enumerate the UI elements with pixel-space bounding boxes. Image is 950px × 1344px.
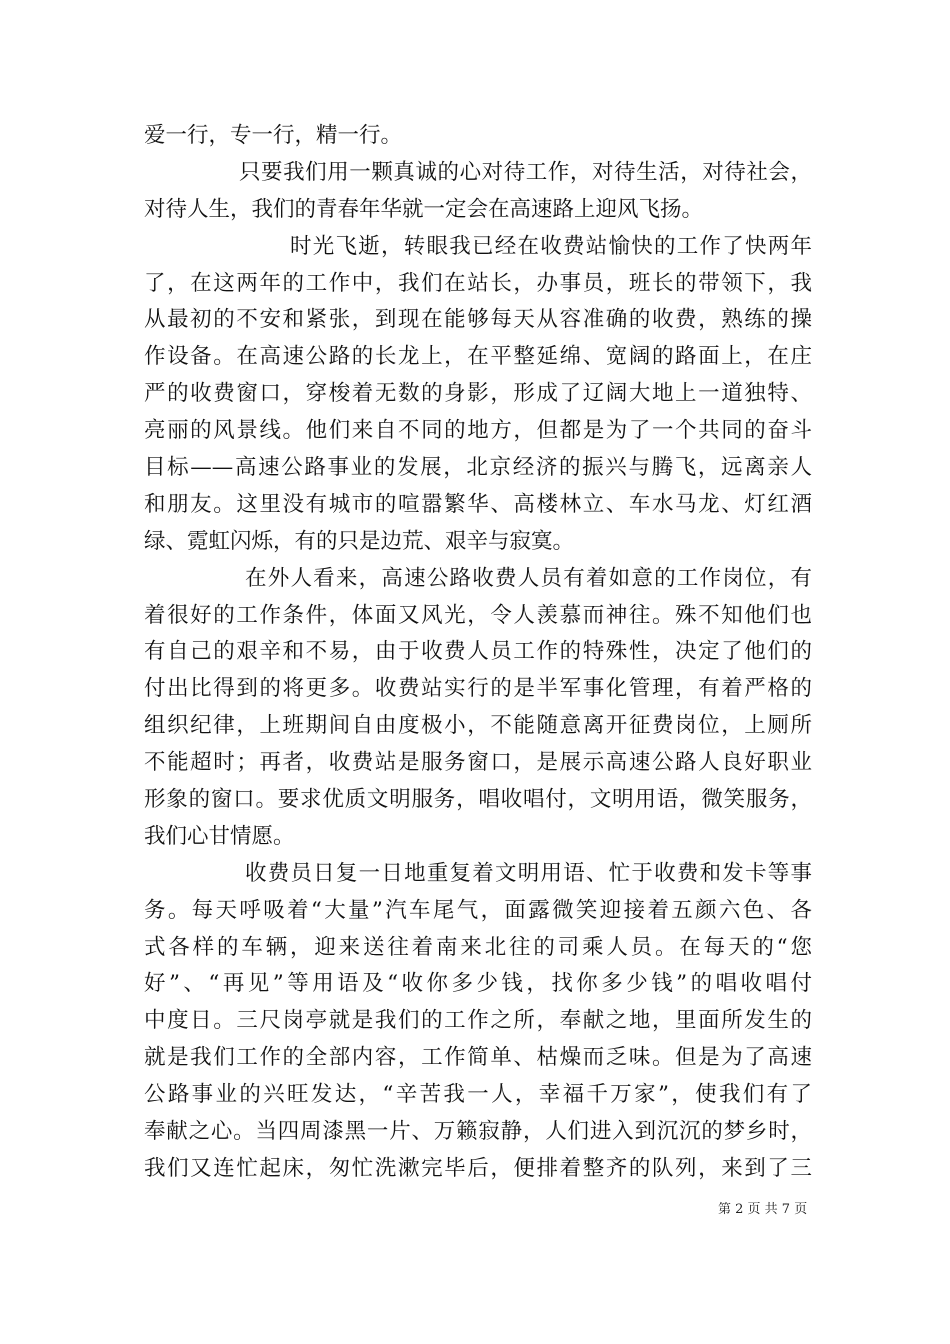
text-line: 时光飞逝，转眼我已经在收费站愉快的工作了快两年 bbox=[290, 233, 812, 259]
text-line: 付出比得到的将更多。收费站实行的是半军事化管理，有着严格的 bbox=[144, 676, 812, 702]
text-line: 有自己的艰辛和不易，由于收费人员工作的特殊性，决定了他们的 bbox=[144, 639, 812, 665]
text-line: 务。每天呼吸着“大量”汽车尾气，面露微笑迎接着五颜六色、各 bbox=[144, 897, 812, 923]
text-line: 严的收费窗口，穿梭着无数的身影，形成了辽阔大地上一道独特、 bbox=[144, 381, 812, 407]
text-line: 我们又连忙起床，匆忙洗漱完毕后，便排着整齐的队列，来到了三 bbox=[144, 1155, 812, 1181]
text-line: 我们心甘情愿。 bbox=[144, 823, 295, 849]
text-line: 了，在这两年的工作中，我们在站长，办事员，班长的带领下，我 bbox=[144, 270, 812, 296]
text-line: 目标——高速公路事业的发展，北京经济的振兴与腾飞，远离亲人 bbox=[144, 455, 812, 481]
text-line: 式各样的车辆，迎来送往着南来北往的司乘人员。在每天的“您 bbox=[144, 934, 812, 960]
text-line: 在外人看来，高速公路收费人员有着如意的工作岗位，有 bbox=[245, 565, 812, 591]
text-line: 着很好的工作条件，体面又风光，令人羡慕而神往。殊不知他们也 bbox=[144, 602, 812, 628]
text-line: 就是我们工作的全部内容，工作简单、枯燥而乏味。但是为了高速 bbox=[144, 1045, 812, 1071]
text-line: 从最初的不安和紧张，到现在能够每天从容准确的收费，熟练的操 bbox=[144, 307, 812, 333]
text-line: 中度日。三尺岗亭就是我们的工作之所，奉献之地，里面所发生的 bbox=[144, 1008, 812, 1034]
document-body bbox=[144, 118, 812, 1188]
text-line: 爱一行，专一行，精一行。 bbox=[144, 123, 403, 148]
text-line: 对待人生，我们的青春年华就一定会在高速路上迎风飞扬。 bbox=[144, 196, 704, 222]
text-line: 不能超时；再者，收费站是服务窗口，是展示高速公路人良好职业 bbox=[144, 750, 812, 776]
page-number: 第 2 页 共 7 页 bbox=[718, 1202, 808, 1217]
text-line: 收费员日复一日地重复着文明用语、忙于收费和发卡等事 bbox=[245, 860, 812, 886]
text-line: 亮丽的风景线。他们来自不同的地方，但都是为了一个共同的奋斗 bbox=[144, 418, 812, 444]
text-line: 奉献之心。当四周漆黑一片、万籁寂静，人们进入到沉沉的梦乡时， bbox=[144, 1119, 812, 1145]
text-line: 绿、霓虹闪烁，有的只是边荒、艰辛与寂寞。 bbox=[144, 528, 575, 554]
text-line: 公路事业的兴旺发达，“辛苦我一人，幸福千万家”，使我们有了 bbox=[144, 1082, 812, 1108]
text-line: 和朋友。这里没有城市的喧嚣繁华、高楼林立、车水马龙、灯红酒 bbox=[144, 491, 812, 517]
text-line: 只要我们用一颗真诚的心对待工作，对待生活，对待社会， bbox=[239, 159, 812, 185]
text-line: 作设备。在高速公路的长龙上，在平整延绵、宽阔的路面上，在庄 bbox=[144, 344, 812, 370]
text-line: 形象的窗口。要求优质文明服务，唱收唱付，文明用语，微笑服务， bbox=[144, 787, 812, 813]
text-line: 组织纪律，上班期间自由度极小，不能随意离开征费岗位，上厕所 bbox=[144, 713, 812, 739]
text-line: 好”、“再见”等用语及“收你多少钱，找你多少钱”的唱收唱付 bbox=[144, 971, 812, 997]
